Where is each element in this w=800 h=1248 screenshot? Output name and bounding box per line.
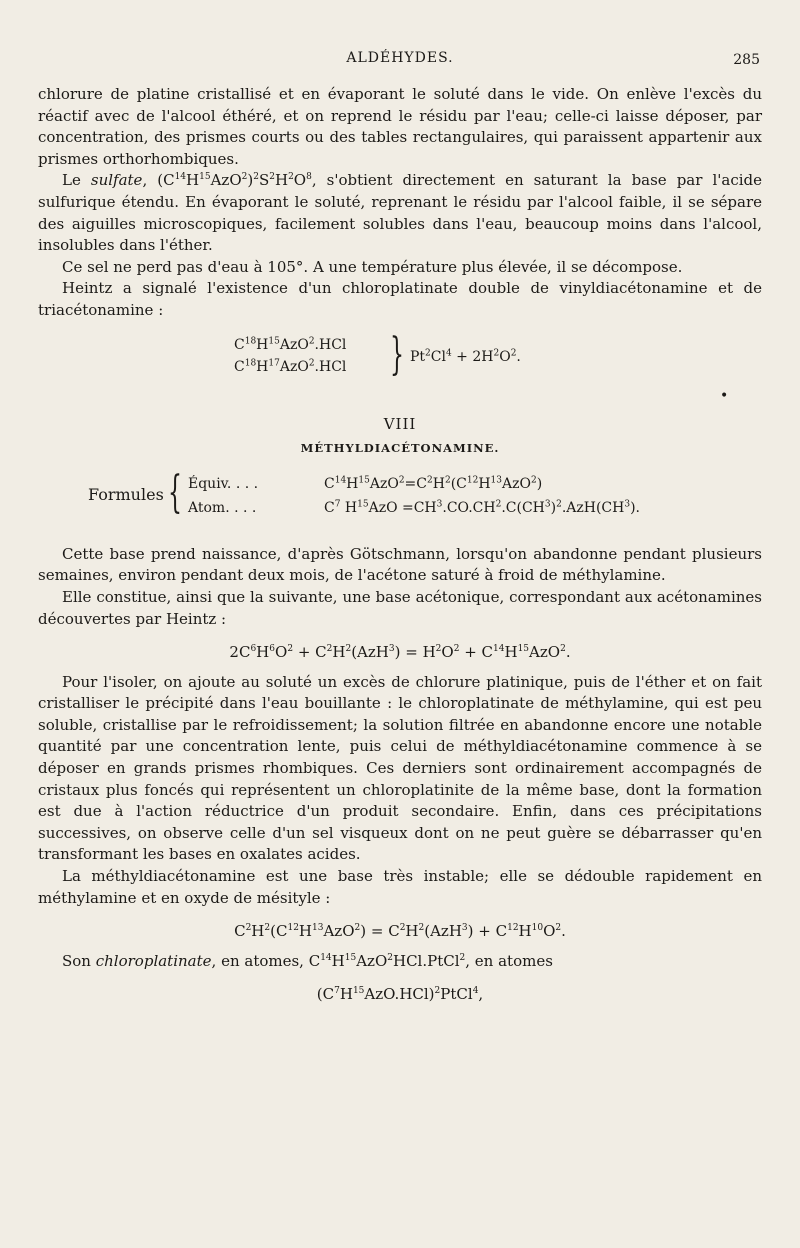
section-number: VIII	[383, 414, 417, 433]
paragraph-5: Cette base prend naissance, d'après Götschmann, lorsqu'on abandonne pendant plusieurs semaines, environ pendant deux mois, de l'acétone saturé à froid de méthylamine.	[38, 544, 762, 585]
page-body	[38, 84, 762, 1014]
paragraph-4: Heintz a signalé l'existence d'un chloroplatinate double de vinyldiacétonamine et de triacétonamine :	[38, 279, 762, 319]
formula-equiv-row	[188, 474, 542, 496]
formulas-brace: {	[168, 466, 182, 518]
equation-2: $C^2H^2(C^{12}H^{13}AzO^2) = C^2H^2(AzH^3) + C^{12}H^{10}O^2$.	[234, 922, 566, 941]
sulfate-term: sulfate	[90, 171, 143, 190]
paragraph-2-rest: s'obtient directement en saturant la base par l'acide sulfurique étendu. En évaporant le soluté, reprenant le résidu par l'alcool faible, il se sépare des aiguilles microscopiques, facilement solubles dans l'eau, beaucoup moins dans l'alcool, insolubles dans l'éther.	[38, 171, 762, 255]
formula-right: $Pt^2Cl^4 + 2H^2O^2$.	[410, 347, 521, 365]
page-number: 285	[733, 52, 760, 68]
paragraph-2: Le sulfate, $(C^{14}H^{15}AzO^2)^2S^2H^2O^8$, s'obtient directement en saturant la base par l'acide sulfurique étendu. En évaporant le soluté, reprenant le résidu par l'alcool faible, il se sépare des aiguilles microscopiques, facilement solubles dans l'eau, beaucoup moins dans l'alcool, insolubles dans l'éther.	[38, 171, 762, 255]
paragraph-9-middle: , en atomes,	[211, 951, 309, 970]
equiv-formula: $C^{14}H^{15}AzO^2=C^2H^2(C^{12}H^{13}AzO^2)$	[324, 475, 543, 492]
sulfate-formula: $(C^{14}H^{15}AzO^2)^2S^2H^2O^8$,	[157, 171, 317, 190]
formula-line-1: $C^{18}H^{15}AzO^2.HCl$	[234, 335, 347, 353]
chloroplatinate-formula-equiv: $C^{14}H^{15}AzO^2HCl.PtCl^2$	[308, 951, 466, 970]
running-title: ALDÉHYDES.	[346, 50, 454, 66]
paragraph-9-lead: Son	[62, 951, 96, 970]
paragraph-3: Ce sel ne perd pas d'eau à 105°. A une température plus élevée, il se décompose.	[62, 257, 683, 276]
paragraph-1: chlorure de platine cristallisé et en évaporant le soluté dans le vide. On enlève l'excès du réactif avec de l'alcool éthéré, et on reprend le résidu par l'eau; celle-ci laisse déposer, par concentration, des prismes courts ou des tables rectangulaires, qui paraissent appartenir aux prismes orthorhombiques.	[38, 85, 762, 168]
paragraph-7: Pour l'isoler, on ajoute au soluté un excès de chlorure platinique, puis de l'éther et on fait cristalliser le précipité dans l'eau bouillante : le chloroplatinate de méthylamine, qui est peu soluble, cristallise par le refroidissement; la solution filtrée en abandonne encore une notable quantité par une concentration lente, puis celui de méthyldiacétonamine commence à se déposer en grands prismes rhombiques. Ces derniers sont ordinairement accompagnés de cristaux plus foncés qui représentent un chloroplatinite de la même base, dont la formation est due à l'action réductrice d'un produit secondaire. Enfin, dans ces précipitations successives, on observe celle d'un sel visqueux dont on ne peut guère se débarrasser qu'en transformant les bases en oxalates acides.	[38, 672, 762, 864]
stray-dot: •	[720, 387, 729, 404]
paragraph-9	[38, 951, 762, 973]
chloroplatinate-formula	[38, 326, 762, 404]
atom-label: Atom. . . .	[188, 499, 257, 516]
formula-lines	[234, 334, 346, 378]
chloroplatinate-term: chloroplatinate	[95, 951, 212, 970]
formulas-label: Formules	[88, 484, 164, 504]
atom-formula: $C^7$ $H^{15}AzO =CH^3.CO.CH^2.C(CH^3)^2.AzH(CH^3)$.	[324, 499, 640, 516]
formula-line-2: $C^{18}H^{17}AzO^2.HCl$	[234, 357, 347, 375]
paragraph-8: La méthyldiacétonamine est une base très instable; elle se dédouble rapidement en méthylamine et en oxyde de mésityle :	[38, 867, 762, 907]
formulas-block	[38, 468, 762, 530]
equation-3: $(C^7H^{15}AzO.HCl)^2PtCl^4$,	[316, 985, 484, 1004]
paragraph-9-tail: , en atomes	[465, 951, 553, 970]
equiv-label: Équiv. . . .	[188, 475, 259, 492]
equation-1: $2C^6H^6O^2 + C^2H^2(AzH^3) = H^2O^2 + C^{14}H^{15}AzO^2$.	[229, 643, 571, 662]
paragraph-6: Elle constitue, ainsi que la suivante, une base acétonique, correspondant aux acétonamines découvertes par Heintz :	[38, 587, 762, 628]
paragraph-2-lead: Le	[62, 171, 91, 190]
section-title: MÉTHYLDIACÉTONAMINE.	[300, 441, 500, 456]
page-header	[40, 50, 760, 72]
brace-symbol: }	[390, 328, 404, 380]
formula-atom-row	[188, 498, 640, 520]
